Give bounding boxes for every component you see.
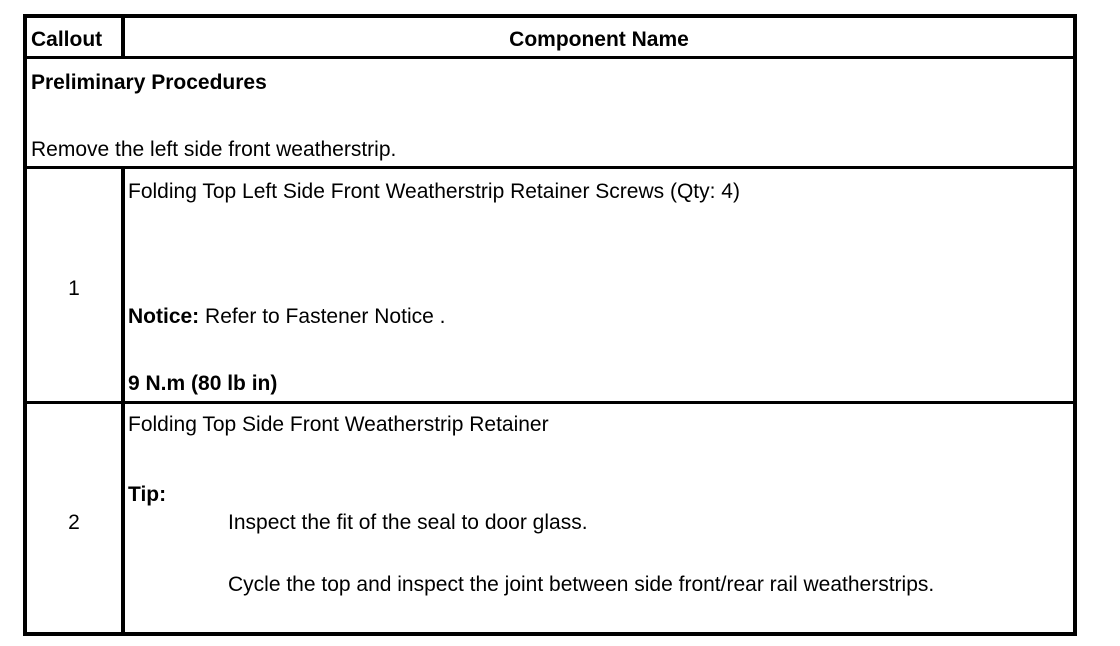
procedure-table xyxy=(23,14,1077,636)
notice-text: Refer to Fastener Notice . xyxy=(199,305,446,328)
callout-header: Callout xyxy=(31,28,103,51)
row1-divider xyxy=(27,401,1073,404)
torque-spec: 9 N.m (80 lb in) xyxy=(128,372,278,395)
body-column-divider xyxy=(121,166,125,636)
notice-label: Notice: xyxy=(128,305,200,328)
callout-number: 1 xyxy=(68,277,80,300)
header-divider xyxy=(27,56,1073,59)
preliminary-divider xyxy=(27,166,1073,169)
component-name: Folding Top Side Front Weatherstrip Retainer xyxy=(128,413,549,436)
tip-label: Tip: xyxy=(128,483,167,506)
tip-item: Cycle the top and inspect the joint between side front/rear rail weatherstrips. xyxy=(228,573,935,596)
component-name-header: Component Name xyxy=(509,28,689,51)
callout-number: 2 xyxy=(68,511,80,534)
notice-line xyxy=(128,306,445,327)
component-name: Folding Top Left Side Front Weatherstrip Retainer Screws (Qty: 4) xyxy=(128,180,740,203)
preliminary-text: Remove the left side front weatherstrip. xyxy=(31,138,397,161)
preliminary-heading: Preliminary Procedures xyxy=(31,71,267,94)
tip-item: Inspect the fit of the seal to door glass. xyxy=(228,511,588,534)
